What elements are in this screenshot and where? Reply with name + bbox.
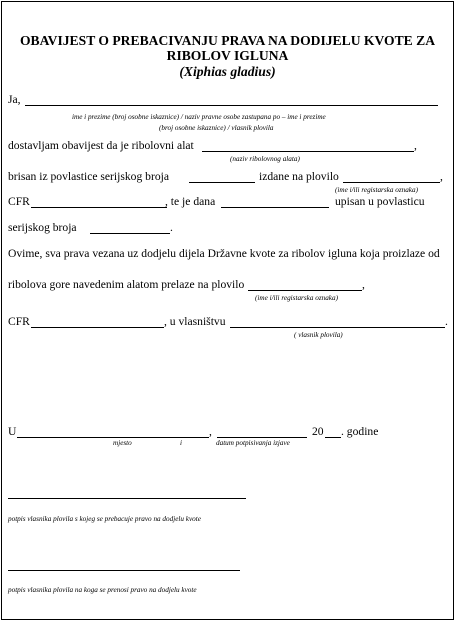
cfr-label-2: CFR [8,315,30,328]
tool-comma: , [414,139,417,152]
vessel-hint: (ime i/ili registarska oznaka) [335,186,418,194]
year-field[interactable] [325,437,341,438]
u-label: U [8,425,17,438]
godine-text: . godine [341,425,379,438]
serial-period: . [170,221,173,234]
owner-field[interactable] [230,327,445,328]
date-field-1[interactable] [221,207,329,208]
date-hint: datum potpisivanja izjave [216,439,290,447]
ja-label: Ja, [8,93,21,106]
document-subtitle: (Xiphias gladius) [179,64,276,79]
document-title-line2: RIBOLOV IGLUNA [166,48,289,63]
owned-text: , u vlasništvu [164,315,226,328]
vessel-field-1[interactable] [343,182,440,183]
place-comma: , [209,425,212,438]
owner-period: . [445,315,448,328]
document-title: OBAVIJEST O PREBACIVANJU PRAVA NA DODIJELU KVOTE ZA [19,33,436,48]
cfr-field-1[interactable] [31,207,167,208]
name-hint: ime i prezime (broj osobne iskaznice) / naziv pravne osobe zastupana po – ime i prezime [72,113,326,121]
owner-hint: ( vlasnik plovila) [294,331,343,339]
tool-hint: (naziv ribolovnog alata) [230,155,300,163]
signature-line-2[interactable] [8,570,240,571]
vessel-comma-2: , [362,278,365,291]
serial-text: serijskog broja [8,221,77,234]
name-hint-line2: (broj osobne iskaznice) / vlasnik plovila [159,124,274,132]
issued-text: izdane na plovilo [259,170,339,183]
place-hint: mjesto [113,439,132,447]
vessel-field-2[interactable] [248,290,362,291]
paragraph-line1: Ovime, sva prava vezana uz dodjelu dijela Državne kvote za ribolov igluna koja proizlaze od [8,247,440,260]
and-hint: i [180,439,182,447]
serial-field-1[interactable] [189,182,255,183]
delete-text: brisan iz povlastice serijskog broja [8,170,169,183]
entered-text: upisan u povlasticu [335,195,425,208]
now-text: , te je dana [165,195,216,208]
signature-label-2: potpis vlasnika plovila na koga se prenosi pravo na dodjelu kvote [8,586,197,594]
vessel-comma: , [440,170,443,183]
date-field-2[interactable] [217,437,307,438]
tool-text: dostavljam obavijest da je ribolovni alat [8,139,194,152]
place-field[interactable] [17,437,209,438]
vessel-hint-2: (ime i/ili registarska oznaka) [255,294,338,302]
serial-field-2[interactable] [90,233,170,234]
signature-line-1[interactable] [8,498,246,499]
cfr-field-2[interactable] [31,327,164,328]
name-field[interactable] [25,105,438,106]
year-prefix: 20 [312,425,324,438]
document-page [1,1,454,620]
paragraph-line2: ribolova gore navedenim alatom prelaze na plovilo [8,278,245,291]
tool-field[interactable] [202,151,414,152]
signature-label-1: potpis vlasnika plovila s kojeg se prebacuje pravo na dodjelu kvote [8,515,201,523]
cfr-label: CFR [8,195,30,208]
